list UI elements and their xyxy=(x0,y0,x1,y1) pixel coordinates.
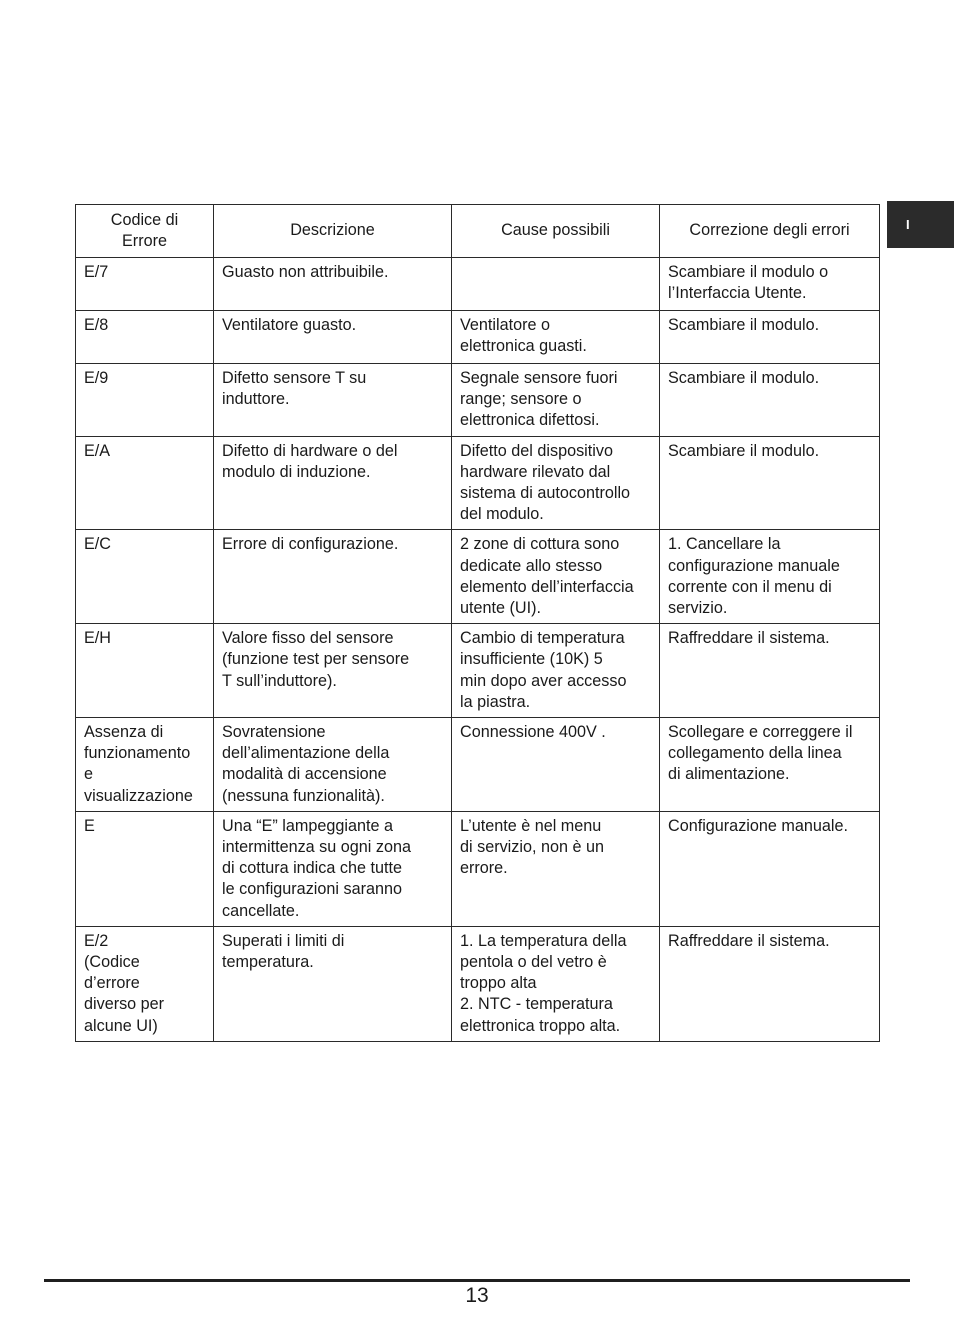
table-header xyxy=(76,205,880,258)
table-row xyxy=(76,436,880,530)
footer-divider xyxy=(44,1279,910,1282)
cell-error-code: E/9 xyxy=(76,364,214,437)
cell-description: Ventilatore guasto. xyxy=(214,311,452,364)
cell-possible-causes: Ventilatore o elettronica guasti. xyxy=(452,311,660,364)
cell-description: Difetto sensore T su induttore. xyxy=(214,364,452,437)
cell-error-code: E/C xyxy=(76,530,214,624)
page-number: 13 xyxy=(465,1284,489,1307)
cell-possible-causes: Segnale sensore fuori range; sensore o elettronica difettosi. xyxy=(452,364,660,437)
cell-error-correction: Scambiare il modulo o l’Interfaccia Utente. xyxy=(660,258,880,311)
table-row xyxy=(76,311,880,364)
cell-error-code: E/A xyxy=(76,436,214,530)
header-possible-causes: Cause possibili xyxy=(452,205,660,258)
cell-description: Difetto di hardware o del modulo di induzione. xyxy=(214,436,452,530)
table-row xyxy=(76,811,880,926)
header-error-code: Codice di Errore xyxy=(76,205,214,258)
cell-possible-causes: Connessione 400V . xyxy=(452,718,660,812)
cell-error-code: E/H xyxy=(76,624,214,718)
cell-possible-causes: Cambio di temperatura insufficiente (10K) 5 min dopo aver accesso la piastra. xyxy=(452,624,660,718)
table-body xyxy=(76,258,880,1042)
cell-description: Superati i limiti di temperatura. xyxy=(214,926,452,1041)
table-row xyxy=(76,530,880,624)
cell-possible-causes xyxy=(452,258,660,311)
error-codes-table xyxy=(75,204,880,1042)
cell-error-code: E/2 (Codice d’errore diverso per alcune UI) xyxy=(76,926,214,1041)
cell-possible-causes: 1. La temperatura della pentola o del vetro è troppo alta 2. NTC - temperatura elettronica troppo alta. xyxy=(452,926,660,1041)
cell-error-code: E/7 xyxy=(76,258,214,311)
table-row xyxy=(76,364,880,437)
cell-description: Valore fisso del sensore (funzione test per sensore T sull’induttore). xyxy=(214,624,452,718)
cell-possible-causes: L’utente è nel menu di servizio, non è un errore. xyxy=(452,811,660,926)
header-description: Descrizione xyxy=(214,205,452,258)
table-row xyxy=(76,718,880,812)
cell-description: Una “E” lampeggiante a intermittenza su ogni zona di cottura indica che tutte le configurazioni saranno cancellate. xyxy=(214,811,452,926)
language-tab-label: I xyxy=(906,217,910,232)
table-row xyxy=(76,624,880,718)
language-tab xyxy=(887,201,954,248)
cell-error-correction: Scambiare il modulo. xyxy=(660,311,880,364)
cell-error-correction: Scambiare il modulo. xyxy=(660,364,880,437)
cell-description: Errore di configurazione. xyxy=(214,530,452,624)
cell-error-correction: 1. Cancellare la configurazione manuale corrente con il menu di servizio. xyxy=(660,530,880,624)
cell-error-correction: Scambiare il modulo. xyxy=(660,436,880,530)
cell-error-correction: Configurazione manuale. xyxy=(660,811,880,926)
cell-error-code: Assenza di funzionamento e visualizzazione xyxy=(76,718,214,812)
cell-possible-causes: 2 zone di cottura sono dedicate allo stesso elemento dell’interfaccia utente (UI). xyxy=(452,530,660,624)
cell-error-correction: Raffreddare il sistema. xyxy=(660,624,880,718)
header-error-correction: Correzione degli errori xyxy=(660,205,880,258)
cell-error-code: E xyxy=(76,811,214,926)
cell-possible-causes: Difetto del dispositivo hardware rilevato dal sistema di autocontrollo del modulo. xyxy=(452,436,660,530)
cell-error-correction: Scollegare e correggere il collegamento della linea di alimentazione. xyxy=(660,718,880,812)
cell-error-code: E/8 xyxy=(76,311,214,364)
table-row xyxy=(76,258,880,311)
table-row xyxy=(76,926,880,1041)
cell-description: Guasto non attribuibile. xyxy=(214,258,452,311)
cell-error-correction: Raffreddare il sistema. xyxy=(660,926,880,1041)
cell-description: Sovratensione dell’alimentazione della modalità di accensione (nessuna funzionalità). xyxy=(214,718,452,812)
header-row xyxy=(76,205,880,258)
